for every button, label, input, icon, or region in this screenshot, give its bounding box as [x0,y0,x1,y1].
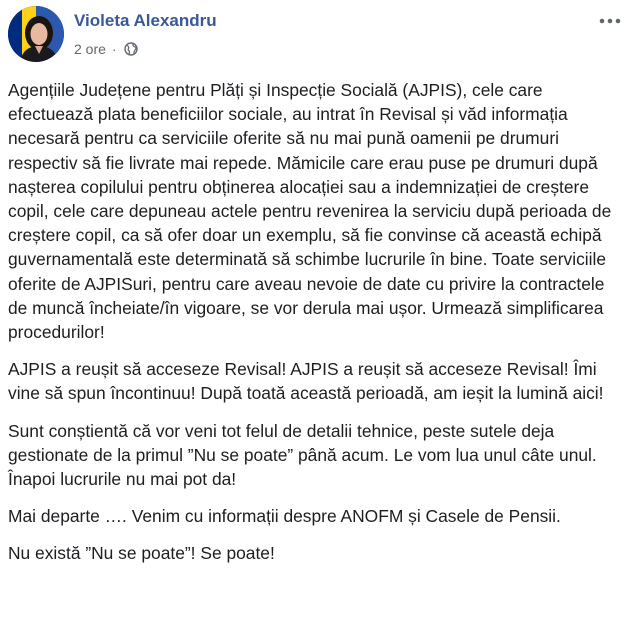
post-header [8,6,624,62]
avatar[interactable] [8,6,64,62]
post-body [8,78,624,579]
post-paragraph-1: Agențiile Județene pentru Plăți și Inspecție Socială (AJPIS), cele care efectuează plata beneficiilor sociale, au intrat în Revisal și văd informația necesară pentru ca serviciile oferite să nu mai pună oamenii pe drumuri respectiv să fie livrate mai repede. Mămicile care erau puse pe drumuri după nașterea copilului pentru obținerea alocației sau a indemnizației de creștere copil, cele care depuneau actele pentru revenirea la serviciu după perioada de creștere copil, ca să ofer doar un exemplu, să fie convinse că această echipă guvernamentală este determinată să schimbe lucrurile în bine. Toate serviciile oferite de AJPISuri, pentru care aveau nevoie de date cu privire la contractele de muncă încheiate/în vigoare, se vor derula mai ușor. Urmează simplificarea procedurilor! [8,80,612,343]
post-timestamp[interactable]: 2 ore [74,41,106,57]
more-options-icon[interactable] [598,10,622,32]
globe-icon[interactable] [124,42,138,56]
post-paragraph-2: AJPIS a reușit să acceseze Revisal! AJPIS a reușit să acceseze Revisal! Îmi vine să spun încontinuu! După toată această perioadă, am ieșit la lumină aici! [8,359,604,404]
post-paragraph-3: Sunt conștientă că vor veni tot felul de detalii tehnice, peste sutele deja gestionate de la primul ”Nu se poate” până acum. Le vom lua unul câte unul. Înapoi lucrurile nu mai pot da! [8,420,597,490]
post-paragraph-5: Nu există ”Nu se poate”! Se poate! [8,543,275,564]
meta-separator: · [111,41,117,57]
post-paragraph-4: Mai departe …. Venim cu informații despre ANOFM și Casele de Pensii. [8,506,561,527]
post-meta [74,41,138,57]
author-name[interactable]: Violeta Alexandru [74,11,217,30]
avatar-image [8,6,64,62]
